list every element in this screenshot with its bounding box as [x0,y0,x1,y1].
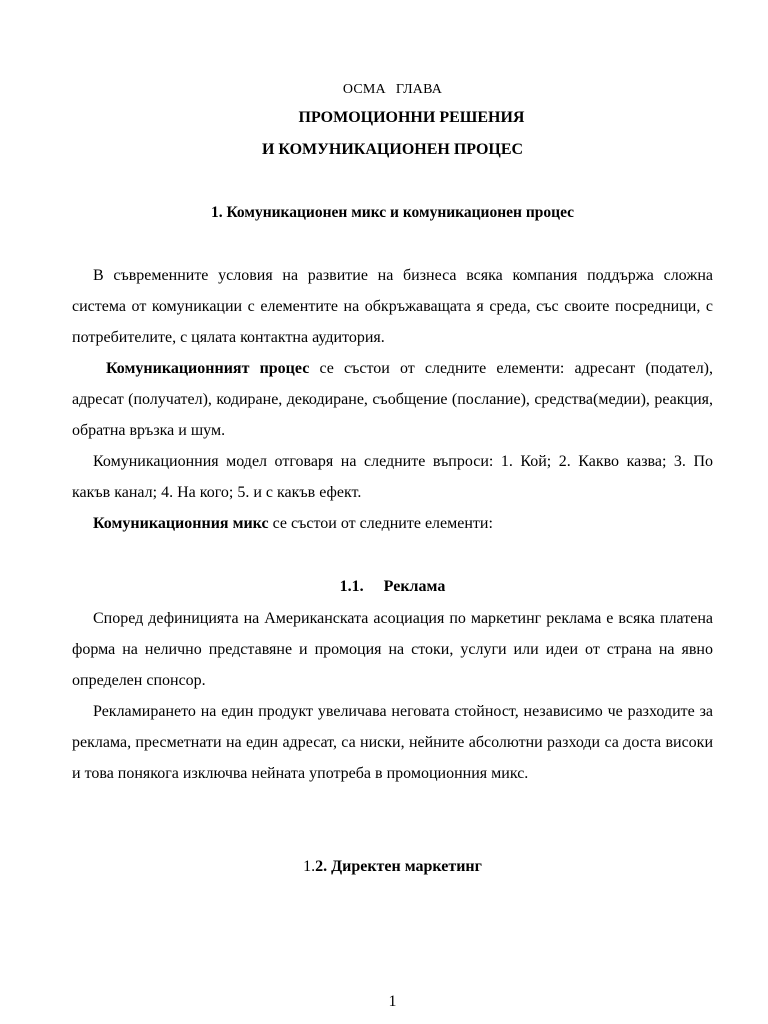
chapter-label [72,82,713,98]
section-heading: 1. Комуникационен микс и комуникационен процес [210,204,575,221]
subsection-number-bold: 2. [315,858,328,875]
paragraph: Комуникационния модел отговаря на следните въпроси: 1. Кой; 2. Какво казва; 3. По какъв канал; 4. На кого; 5. и с какъв ефект. [72,453,713,501]
section1-body [72,260,713,539]
paragraph: В съвременните условия на развитие на бизнеса всяка компания поддържа сложна система от комуникации с елементите на обкръжаващата я среда, със своите посредници, с потребителите, с цялата контактна аудитория. [72,267,713,346]
subsection-number-part: 1. [303,858,316,875]
page-number: 1 [388,993,397,1010]
subsection-heading [72,858,713,876]
bold-term: Комуникационния микс [93,515,269,532]
subsection-number: 1.1. [339,578,364,595]
subsection1-body [72,603,713,789]
paragraph-text: се състои от следните елементи: [268,515,493,532]
subsection-heading [72,578,713,596]
subsection-title: Реклама [383,578,446,595]
chapter-label-part2: ГЛАВА [395,82,443,97]
paragraph [72,508,713,539]
paragraph-text: се състои от следните елементи: адресант (подател), адресат (получател), кодиране, декодиране, съобщение (послание), средства(медии), реакция, обратна връзка и шум. [72,360,714,439]
paragraph [72,353,713,446]
paragraph: Според дефиницията на Американската асоциация по маркетинг реклама е всяка платена форма на нелично представяне и промоция на стоки, услуги или идеи от страна на явно определен спонсор. [72,610,713,689]
chapter-title-line2: И КОМУНИКАЦИОНЕН ПРОЦЕС [261,141,524,158]
chapter-label-part1: ОСМА [342,82,386,97]
paragraph: Рекламирането на един продукт увеличава неговата стойност, независимо че разходите за реклама, пресметнати на един адресат, са ниски, нейните абсолютни разходи са доста високи и това понякога изключва нейната употреба в промоционния микс. [72,703,713,782]
chapter-title-line1: ПРОМОЦИОННИ РЕШЕНИЯ [298,109,525,126]
bold-term: Комуникационният процес [106,360,310,377]
subsection-title: Директен маркетинг [327,858,482,875]
document-page [72,0,713,1024]
